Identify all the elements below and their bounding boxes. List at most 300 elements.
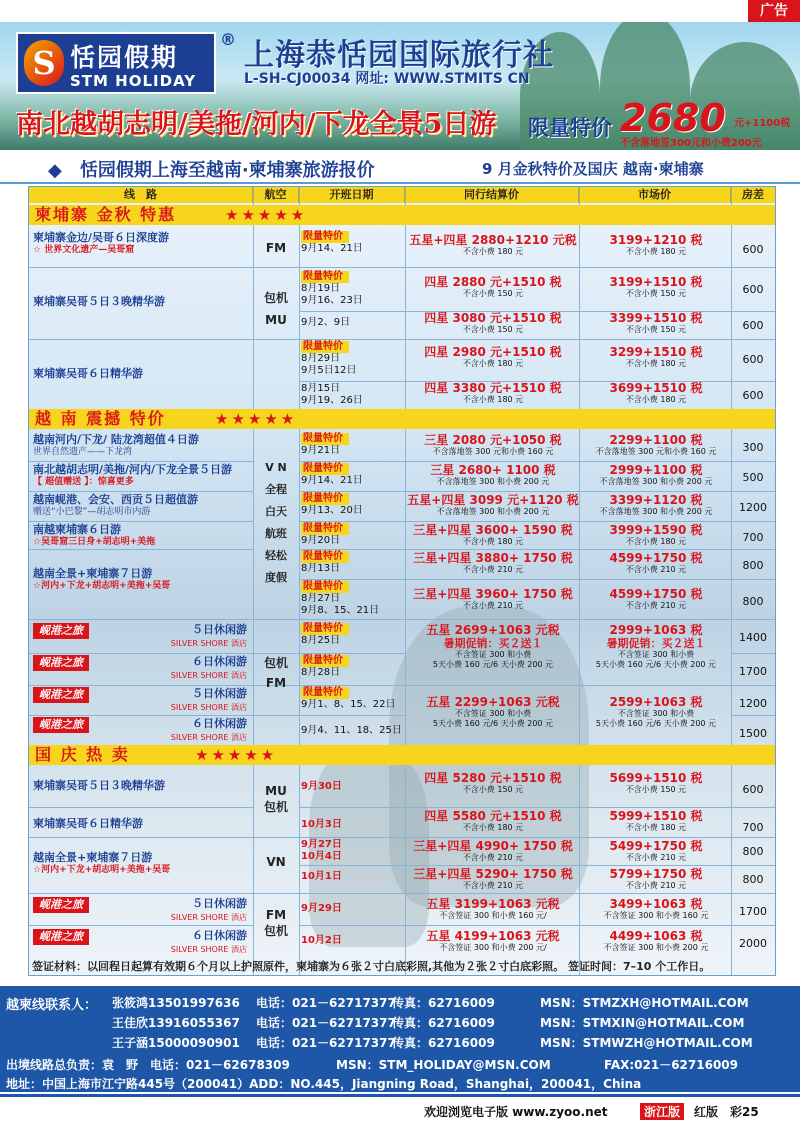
market-price-text: 5499+1750 税 (609, 839, 703, 853)
dates: 8月15日 9月19、26日 (301, 383, 363, 406)
divider (29, 653, 405, 654)
net-note: 不含签证 300 和小费 160 元/ (439, 911, 547, 920)
market-price (581, 809, 731, 833)
market-price (581, 587, 731, 611)
room-diff: 1500 (739, 727, 767, 740)
net-price-text: 五星+四星 3099 元+1120 税 (407, 493, 579, 507)
route-name (33, 567, 170, 592)
section-title: 柬埔寨 金秋 特惠 (35, 205, 177, 224)
route-text: ５日休闲游 (192, 687, 247, 700)
promo-note: 暑期促销：买２送１ (606, 637, 706, 650)
dates (301, 341, 405, 377)
danang-badge: 岘港之旅 (33, 623, 89, 639)
market-note: 不含小费 180 元 (625, 247, 687, 256)
contact-msn: MSN：STMWZH@HOTMAIL.COM (540, 1036, 753, 1050)
net-note: 不含小费 180 元 (462, 823, 524, 832)
net-note: 不含落地签 300 和小费 200 元 (436, 507, 550, 516)
room-diff: 800 (742, 559, 764, 572)
net-price-text: 四星 2980 元+1510 税 (424, 345, 562, 359)
limited-tag: 限量特价 (301, 623, 349, 635)
market-note: 不含小费 180 元 (625, 395, 687, 404)
market-note: 不含签证 300 和小费 5天小费 160 元/6 天小费 200 元 (595, 650, 717, 669)
net-price (407, 233, 579, 257)
route-note: 赠送“小巴黎”—胡志明市内游 (33, 507, 151, 517)
star-icon: ★★★★★ (225, 206, 308, 224)
contact-fax: 传真：62716009 (392, 1016, 495, 1030)
date-text: 8月13日 (301, 563, 341, 574)
room-diff: 1200 (739, 501, 767, 514)
divider (299, 579, 775, 580)
dates: 10月2日 (301, 935, 342, 946)
net-price-text: 四星 5580 元+1510 税 (424, 809, 562, 823)
date-text: 8月25日 (301, 635, 341, 646)
logo-cn: 恬园假期 (70, 43, 179, 72)
market-note: 不含签证 300 和小费 5天小费 160 元/6 天小费 200 元 (595, 709, 717, 728)
market-price-text: 3499+1063 税 (609, 897, 703, 911)
subhead (0, 150, 800, 184)
big-title: 南北越胡志明/美拖/河内/下龙全景5日游 (16, 109, 497, 140)
divider (731, 653, 775, 654)
route-name (33, 929, 247, 954)
manager-msn: MSN：STM_HOLIDAY@MSN.COM (336, 1058, 551, 1072)
market-price (581, 929, 731, 953)
market-note: 不含小费 210 元 (625, 565, 687, 574)
contact-panel (0, 986, 800, 1092)
route-name (33, 433, 199, 458)
price-table (28, 186, 776, 976)
divider (253, 187, 254, 975)
net-note: 不含落地签 300 和小费 200 元 (436, 477, 550, 486)
subhead-left: ◆ 恬园假期上海至越南·柬埔寨旅游报价 (48, 160, 375, 181)
route-note: ☆ 世界文化遗产—吴哥窟 (33, 245, 135, 255)
contact-label: 越柬线联系人： (6, 998, 98, 1013)
route-name (33, 717, 247, 742)
market-price-text: 2599+1063 税 (609, 695, 703, 709)
airline: VN (266, 855, 286, 869)
route-note: 【 超值赠送 】：惊喜更多 (33, 477, 134, 487)
net-price (407, 695, 579, 729)
danang-badge: 岘港之旅 (33, 897, 89, 913)
market-price-text: 3699+1510 税 (609, 381, 703, 395)
limited-tag: 限量特价 (301, 231, 349, 243)
market-note: 不含小费 150 元 (625, 785, 687, 794)
net-price (407, 897, 579, 921)
route-name (33, 493, 198, 518)
danang-badge: 岘港之旅 (33, 655, 89, 671)
date-text: 9月20日 (301, 535, 341, 546)
net-note: 不含小费 180 元 (462, 247, 524, 256)
promo-suffix: 元+1100税 (734, 118, 791, 129)
route-note: 世界自然遗产——下龙湾 (33, 447, 133, 457)
net-price (407, 381, 579, 405)
net-price (407, 771, 579, 795)
divider (299, 491, 775, 492)
market-note: 不含小费 180 元 (625, 359, 687, 368)
visa-note: 签证材料：以回程日起算有效期６个月以上护照原件，柬埔寨为６张２寸白底彩照,其他为２张２寸白底彩照。 签证时间：7–10 个工作日。 (32, 960, 711, 973)
footer-badge: 浙江版 (640, 1103, 684, 1120)
route-name: 柬埔寨吴哥６日精华游 (33, 817, 143, 830)
limited-tag: 限量特价 (301, 687, 349, 699)
market-price (581, 381, 731, 405)
net-price (407, 523, 579, 547)
divider (29, 491, 253, 492)
room-diff: 600 (742, 319, 764, 332)
market-note: 不含小费 210 元 (625, 853, 687, 862)
market-note: 不含落地签 300 和小费 200 元 (599, 507, 713, 516)
net-note: 不含小费 150 元 (462, 785, 524, 794)
divider (29, 837, 775, 838)
limited-tag: 限量特价 (301, 463, 349, 475)
room-diff: 800 (742, 873, 764, 886)
star-icon: ★★★★★ (195, 746, 278, 764)
net-note: 不含小费 210 元 (462, 853, 524, 862)
logo (16, 32, 216, 94)
limited-tag: 限量特价 (301, 433, 349, 445)
limited-tag: 限量特价 (301, 523, 349, 535)
net-price (407, 839, 579, 863)
market-price-text: 5799+1750 税 (609, 867, 703, 881)
net-note: 不含小费 210 元 (462, 881, 524, 890)
net-note: 不含签证 300 和小费 200 元/ (439, 943, 547, 952)
market-price-text: 2999+1100 税 (609, 463, 703, 477)
route-text: 柬埔寨金边/吴哥６日深度游 (33, 231, 170, 244)
divider (299, 549, 775, 550)
market-note: 不含小费 150 元 (625, 325, 687, 334)
dates (301, 687, 405, 711)
route-text: 南北越胡志明/美拖/河内/下龙全景５日游 (33, 463, 233, 476)
limited-tag: 限量特价 (301, 551, 349, 563)
contact-msn: MSN：STMXIN@HOTMAIL.COM (540, 1016, 745, 1030)
net-price (407, 463, 579, 487)
address-line: 地址：中国上海市江宁路445号（200041）ADD：NO.445，Jiangning Road，Shanghai，200041，China (6, 1077, 642, 1091)
net-price-text: 四星 3380 元+1510 税 (424, 381, 562, 395)
airline: V N 全程 白天 航班 轻松 度假 (265, 461, 287, 584)
market-price (581, 233, 731, 257)
hotel-note: SILVER SHORE 酒店 (170, 639, 247, 648)
contact-fax: 传真：62716009 (392, 996, 495, 1010)
route-note: ☆河内+下龙+胡志明+美拖+吴哥 (33, 581, 171, 591)
market-price-text: 5699+1510 税 (609, 771, 703, 785)
net-note: 不含签证 300 和小费 5天小费 160 元/6 天小费 200 元 (432, 650, 554, 669)
contact-name: 张筱鸿13501997636 (112, 996, 240, 1010)
route-text: ６日休闲游 (192, 717, 247, 730)
promo-note: 暑期促销：买２送１ (443, 637, 543, 650)
net-note: 不含小费 150 元 (462, 289, 524, 298)
hotel-note: SILVER SHORE 酒店 (170, 671, 247, 680)
limited-tag: 限量特价 (301, 655, 349, 667)
net-price (407, 433, 579, 457)
date-text: 8月19日 9月16、23日 (301, 283, 363, 306)
net-price-text: 三星+四星 3960+ 1750 税 (413, 587, 573, 601)
room-diff: 300 (742, 441, 764, 454)
net-price-text: 三星 2080 元+1050 税 (424, 433, 562, 447)
market-price (581, 311, 731, 335)
dates: 10月1日 (301, 871, 342, 882)
room-diff: 700 (742, 821, 764, 834)
contact-name: 王佳欣13916055367 (112, 1016, 240, 1030)
section-header (29, 205, 775, 225)
route-name (33, 655, 247, 680)
dates (301, 523, 405, 547)
section-title: 国 庆 热 卖 (35, 745, 130, 764)
net-price (407, 275, 579, 299)
net-price (407, 929, 579, 953)
net-price-text: 三星 2680+ 1100 税 (430, 463, 556, 477)
market-price-text: 4499+1063 税 (609, 929, 703, 943)
hotel-note: SILVER SHORE 酒店 (170, 703, 247, 712)
route-text: ６日休闲游 (192, 929, 247, 942)
divider (29, 619, 775, 620)
dates: 9月27日 10月4日 (301, 839, 342, 862)
danang-badge: 岘港之旅 (33, 687, 89, 703)
net-price-text: 三星+四星 4990+ 1750 税 (413, 839, 573, 853)
market-price (581, 523, 731, 547)
contact-msn: MSN：STMZXH@HOTMAIL.COM (540, 996, 749, 1010)
market-price-text: 3399+1120 税 (609, 493, 703, 507)
room-diff: 800 (742, 845, 764, 858)
market-note: 不含落地签 300 和小费 200 元 (599, 477, 713, 486)
divider (731, 715, 775, 716)
market-note: 不含签证 300 和小费 160 元 (603, 911, 709, 920)
danang-badge: 岘港之旅 (33, 717, 89, 733)
room-diff: 800 (742, 595, 764, 608)
net-note: 不含小费 150 元 (462, 325, 524, 334)
room-diff: 600 (742, 783, 764, 796)
route-note: ☆河内+下龙+胡志明+美拖+吴哥 (33, 865, 171, 875)
net-price (407, 493, 579, 517)
market-note: 不含小费 150 元 (625, 289, 687, 298)
route-text: 越南岘港、会安、西贡５日超值游 (33, 493, 198, 506)
market-price-text: 3199+1510 税 (609, 275, 703, 289)
market-price (581, 839, 731, 863)
date-text: 9月13、20日 (301, 505, 363, 516)
dates (301, 271, 405, 307)
market-price (581, 433, 731, 457)
divider (29, 461, 253, 462)
net-price (407, 345, 579, 369)
market-price (581, 345, 731, 369)
room-diff: 1400 (739, 631, 767, 644)
contact-name: 王子涵15000090901 (112, 1036, 240, 1050)
route-text: 南越柬埔寨６日游 (33, 523, 121, 536)
header-banner (0, 22, 800, 150)
logo-en: STM HOLIDAY (70, 72, 197, 90)
limited-tag: 限量特价 (301, 341, 349, 353)
market-price (581, 275, 731, 299)
market-price-text: 2999+1063 税 (609, 623, 703, 637)
net-price-text: 四星 5280 元+1510 税 (424, 771, 562, 785)
divider (299, 521, 775, 522)
promo-price (528, 96, 796, 148)
net-note: 不含小费 210 元 (462, 565, 524, 574)
section-header (29, 745, 775, 765)
market-note: 不含小费 210 元 (625, 881, 687, 890)
subhead-right: 9 月金秋特价及国庆 越南·柬埔寨 (482, 160, 704, 178)
route-note: ☆吴哥窟三日身+胡志明+美拖 (33, 537, 156, 547)
route-name (33, 851, 170, 876)
room-diff: 600 (742, 353, 764, 366)
date-text: 8月27日 9月8、15、21日 (301, 593, 380, 616)
room-diff: 600 (742, 389, 764, 402)
net-price (407, 809, 579, 833)
divider (29, 807, 253, 808)
route-name: 柬埔寨吴哥６日精华游 (33, 367, 143, 380)
market-price (581, 771, 731, 795)
net-price-text: 四星 2880 元+1510 税 (424, 275, 562, 289)
room-diff: 2000 (739, 937, 767, 950)
market-price (581, 551, 731, 575)
market-price-text: 4599+1750 税 (609, 551, 703, 565)
registered-mark: ® (220, 30, 236, 49)
contact-fax: 传真：62716009 (392, 1036, 495, 1050)
divider (299, 925, 775, 926)
market-price (581, 695, 731, 729)
divider (29, 521, 253, 522)
net-price-text: 四星 3080 元+1510 税 (424, 311, 562, 325)
dates (301, 463, 405, 487)
room-diff: 1200 (739, 697, 767, 710)
market-price (581, 493, 731, 517)
dates (301, 581, 405, 617)
dates (301, 655, 405, 679)
promo-label: 限量特价 (528, 116, 612, 140)
market-price (581, 867, 731, 891)
col-route: 线 路 (29, 187, 253, 203)
route-text: 越南河内/下龙/ 陆龙湾超值４日游 (33, 433, 199, 446)
section-header (29, 409, 775, 429)
market-note: 不含落地签 300 元和小费 160 元 (595, 447, 717, 456)
route-name: 柬埔寨吴哥５日３晚精华游 (33, 295, 165, 308)
dates: 9月30日 (301, 781, 342, 792)
date-text: 9月1、8、15、22日 (301, 699, 396, 710)
dates: 9月4、11、18、25日 (301, 725, 402, 736)
promo-note: 不含落地签300元和小费200元 (620, 138, 762, 149)
divider (579, 187, 580, 975)
net-price-text: 三星+四星 3880+ 1750 税 (413, 551, 573, 565)
room-diff: 600 (742, 243, 764, 256)
col-market-price: 市场价 (579, 187, 731, 203)
market-price (581, 623, 731, 670)
airline: MU 包机 (263, 784, 288, 814)
route-name (33, 463, 251, 488)
limited-tag: 限量特价 (301, 581, 349, 593)
dates (301, 551, 405, 575)
net-price-text: 五星+四星 2880+1210 元税 (409, 233, 577, 247)
net-note: 不含小费 180 元 (462, 395, 524, 404)
market-price-text: 3199+1210 税 (609, 233, 703, 247)
airline: 包机 FM (263, 656, 288, 690)
route-name (33, 897, 247, 922)
col-room-diff: 房差 (731, 187, 775, 203)
footer (0, 1094, 800, 1123)
airline: FM 包机 (263, 908, 288, 938)
agency-name: 上海恭恬园国际旅行社 (244, 38, 554, 73)
market-price (581, 897, 731, 921)
hotel-note: SILVER SHORE 酒店 (170, 945, 247, 954)
manager-line: 出境线路总负责：袁 野 电话：021－62678309 (6, 1058, 290, 1072)
subhead-left-text: 恬园假期上海至越南·柬埔寨旅游报价 (79, 160, 375, 181)
divider (29, 893, 775, 894)
net-note: 不含签证 300 和小费 5天小费 160 元/6 天小费 200 元 (432, 709, 554, 728)
hotel-note: SILVER SHORE 酒店 (170, 913, 247, 922)
divider (299, 865, 775, 866)
net-note: 不含小费 210 元 (462, 601, 524, 610)
net-price (407, 587, 579, 611)
market-price-text: 3399+1510 税 (609, 311, 703, 325)
divider (29, 685, 775, 686)
net-price (407, 311, 579, 335)
market-price-text: 4599+1750 税 (609, 587, 703, 601)
section-title: 越 南 震撼 特价 (35, 409, 166, 428)
market-note: 不含签证 300 和小费 200 元 (603, 943, 709, 952)
star-icon: ★★★★★ (215, 410, 298, 428)
net-price-text: 五星 2699+1063 元税 (426, 623, 560, 637)
dates: 9月2、9日 (301, 317, 351, 328)
route-text: 越南全景+柬埔寨７日游 (33, 567, 153, 580)
danang-badge: 岘港之旅 (33, 929, 89, 945)
market-note: 不含小费 210 元 (625, 601, 687, 610)
footer-site: 欢迎浏览电子版 www.zyoo.net (424, 1105, 608, 1119)
route-name (33, 231, 169, 256)
market-note: 不含小费 180 元 (625, 537, 687, 546)
divider (29, 549, 253, 550)
footer-edition: 红版 彩25 (694, 1105, 759, 1119)
net-price-text: 五星 3199+1063 元税 (426, 897, 560, 911)
contact-tel: 电话：021－62717377 (256, 1036, 396, 1050)
dates: 10月3日 (301, 819, 342, 830)
divider (29, 267, 775, 268)
license-line: L-SH-CJ00034 网址: WWW.STMITS CN (244, 71, 530, 87)
col-airline: 航空 (253, 187, 299, 203)
route-text: ５日休闲游 (192, 623, 247, 636)
room-diff: 500 (742, 471, 764, 484)
net-price-text: 三星+四星 5290+ 1750 税 (413, 867, 573, 881)
hotel-note: SILVER SHORE 酒店 (170, 733, 247, 742)
net-price (407, 623, 579, 670)
ad-label: 广告 (748, 0, 800, 22)
route-text: 越南全景+柬埔寨７日游 (33, 851, 153, 864)
divider (405, 187, 406, 975)
logo-mark-icon: S (24, 40, 64, 86)
net-price (407, 867, 579, 891)
market-price (581, 463, 731, 487)
divider (29, 715, 405, 716)
limited-tag: 限量特价 (301, 271, 349, 283)
market-price-text: 5999+1510 税 (609, 809, 703, 823)
divider (299, 187, 300, 975)
room-diff: 600 (742, 283, 764, 296)
airline: FM (265, 241, 287, 255)
dates (301, 433, 405, 457)
room-diff: 1700 (739, 665, 767, 678)
col-net-price: 同行结算价 (405, 187, 579, 203)
net-price (407, 551, 579, 575)
market-price-text: 2299+1100 税 (609, 433, 703, 447)
net-price-text: 三星+四星 3600+ 1590 税 (413, 523, 573, 537)
route-text: ５日休闲游 (192, 897, 247, 910)
room-diff: 700 (742, 531, 764, 544)
airline: 包机 MU (263, 291, 288, 327)
limited-tag: 限量特价 (301, 493, 349, 505)
route-text: ６日休闲游 (192, 655, 247, 668)
contact-tel: 电话：021－62717377 (256, 1016, 396, 1030)
route-name (33, 523, 155, 548)
divider (299, 461, 775, 462)
divider (731, 187, 732, 975)
room-diff: 1700 (739, 905, 767, 918)
net-note: 不含落地签 300 元和小费 160 元 (432, 447, 554, 456)
date-text: 8月28日 (301, 667, 341, 678)
